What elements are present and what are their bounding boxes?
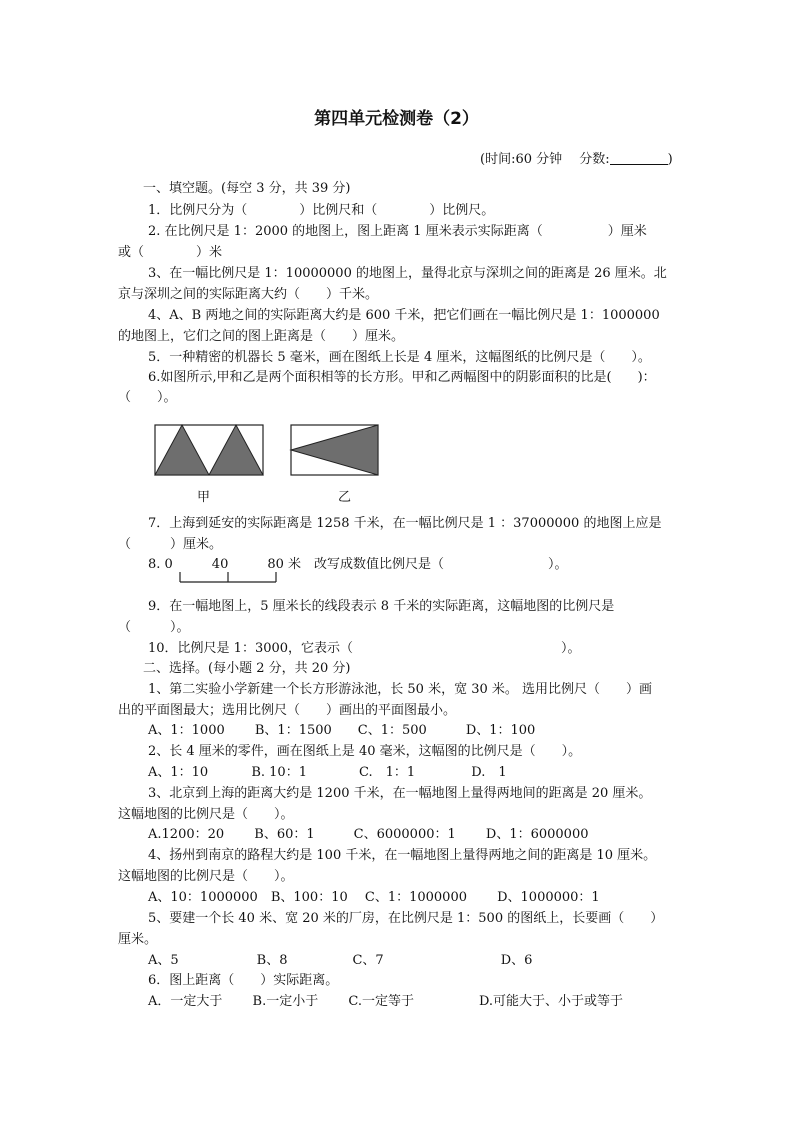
s1-q4a: 4、A、B 两地之间的实际距离大约是 600 千米，把它们画在一幅比例尺是 1：1000000 — [148, 308, 660, 323]
time-close: ) — [667, 152, 673, 167]
s2-q4a: 4、扬州到南京的路程大约是 100 千米，在一幅地图上量得两地之间的距离是 10 厘米。 — [148, 848, 657, 863]
figure-jia — [155, 425, 263, 475]
area-comparison-figure — [150, 423, 380, 479]
s2-q4-options: A、10：1000000 B、100：10 C、1：1000000 D、1000000：1 — [148, 890, 600, 905]
figure-yi — [291, 425, 378, 475]
s1-q7b: （ ）厘米。 — [118, 537, 223, 552]
s2-q2-options: A、1：10 B. 10：1 C. 1：1 D. 1 — [148, 765, 507, 780]
s1-q9b: （ ）。 — [118, 620, 190, 635]
s2-q1a: 1、第二实验小学新建一个长方形游泳池，长 50 米，宽 30 米。 选用比例尺（ ）画 — [148, 682, 653, 697]
s2-q3a: 3、北京到上海的距离大约是 1200 千米，在一幅地图上量得两地间的距离是 20 厘米。 — [148, 786, 652, 801]
s1-q8: 8. 0 40 80 米 改写成数值比例尺是（ ）。 — [148, 557, 568, 572]
time-score-line — [480, 148, 673, 167]
s1-q4b: 的地图上，它们之间的图上距离是（ ）厘米。 — [118, 329, 405, 344]
section2-header: 二、选择。(每小题 2 分，共 20 分) — [143, 661, 351, 676]
s1-q3a: 3、在一幅比例尺是 1：10000000 的地图上，量得北京与深圳之间的距离是 26 厘米。北 — [148, 266, 667, 281]
s1-q2a: 2. 在比例尺是 1：2000 的地图上，图上距离 1 厘米表示实际距离（ ）厘米 — [148, 224, 647, 239]
s2-q2: 2、长 4 厘米的零件，画在图纸上是 40 毫米，这幅图的比例尺是（ ）。 — [148, 744, 582, 759]
line-scale-ruler — [176, 560, 280, 586]
s1-q1: 1．比例尺分为（ ）比例尺和（ ）比例尺。 — [148, 203, 495, 218]
s2-q4b: 这幅地图的比例尺是（ ）。 — [118, 869, 294, 884]
s2-q5a: 5、要建一个长 40 米、宽 20 米的厂房，在比例尺是 1：500 的图纸上，长要画（ ） — [148, 911, 664, 926]
s2-q5-options: A、5 B、8 C、7 D、6 — [148, 953, 533, 968]
s2-q3b: 这幅地图的比例尺是（ ）。 — [118, 807, 294, 822]
s1-q2b: 或（ ）米 — [118, 245, 223, 260]
figure-label-yi: 乙 — [338, 490, 352, 505]
score-blank — [610, 152, 668, 165]
s2-q1b: 出的平面图最大；选用比例尺（ ）画出的平面图最小。 — [118, 703, 457, 718]
s1-q9a: 9．在一幅地图上，5 厘米长的线段表示 8 千米的实际距离，这幅地图的比例尺是 — [148, 599, 615, 614]
s2-q1-options: A、1：1000 B、1：1500 C、1：500 D、1：100 — [148, 723, 536, 738]
section1-header: 一、填空题。(每空 3 分，共 39 分) — [143, 181, 351, 196]
page-title: 第四单元检测卷（2） — [314, 109, 479, 129]
s2-q6-options: A．一定大于 B.一定小于 C.一定等于 D.可能大于、小于或等于 — [148, 994, 624, 1009]
s1-q10: 10．比例尺是 1：3000，它表示（ ）。 — [148, 641, 581, 656]
s2-q5b: 厘米。 — [118, 932, 158, 947]
s1-q3b: 京与深圳之间的实际距离大约（ ）千米。 — [118, 287, 379, 302]
s1-q6b: （ ）。 — [118, 390, 177, 405]
s2-q3-options: A.1200：20 B、60：1 C、6000000：1 D、1：6000000 — [148, 827, 589, 842]
s1-q7a: 7．上海到延安的实际距离是 1258 千米，在一幅比例尺是 1 ：37000000 的地图上应是 — [148, 516, 662, 531]
time-label: (时间:60 分钟 分数: — [480, 152, 610, 167]
figure-label-jia: 甲 — [197, 490, 211, 505]
s1-q5: 5．一种精密的机器长 5 毫米，画在图纸上长是 4 厘米，这幅图纸的比例尺是（ ）。 — [148, 350, 651, 365]
s2-q6: 6．图上距离（ ）实际距离。 — [148, 973, 339, 988]
s1-q6a: 6.如图所示,甲和乙是两个面积相等的长方形。甲和乙两幅图中的阴影面积的比是( )： — [148, 370, 656, 385]
